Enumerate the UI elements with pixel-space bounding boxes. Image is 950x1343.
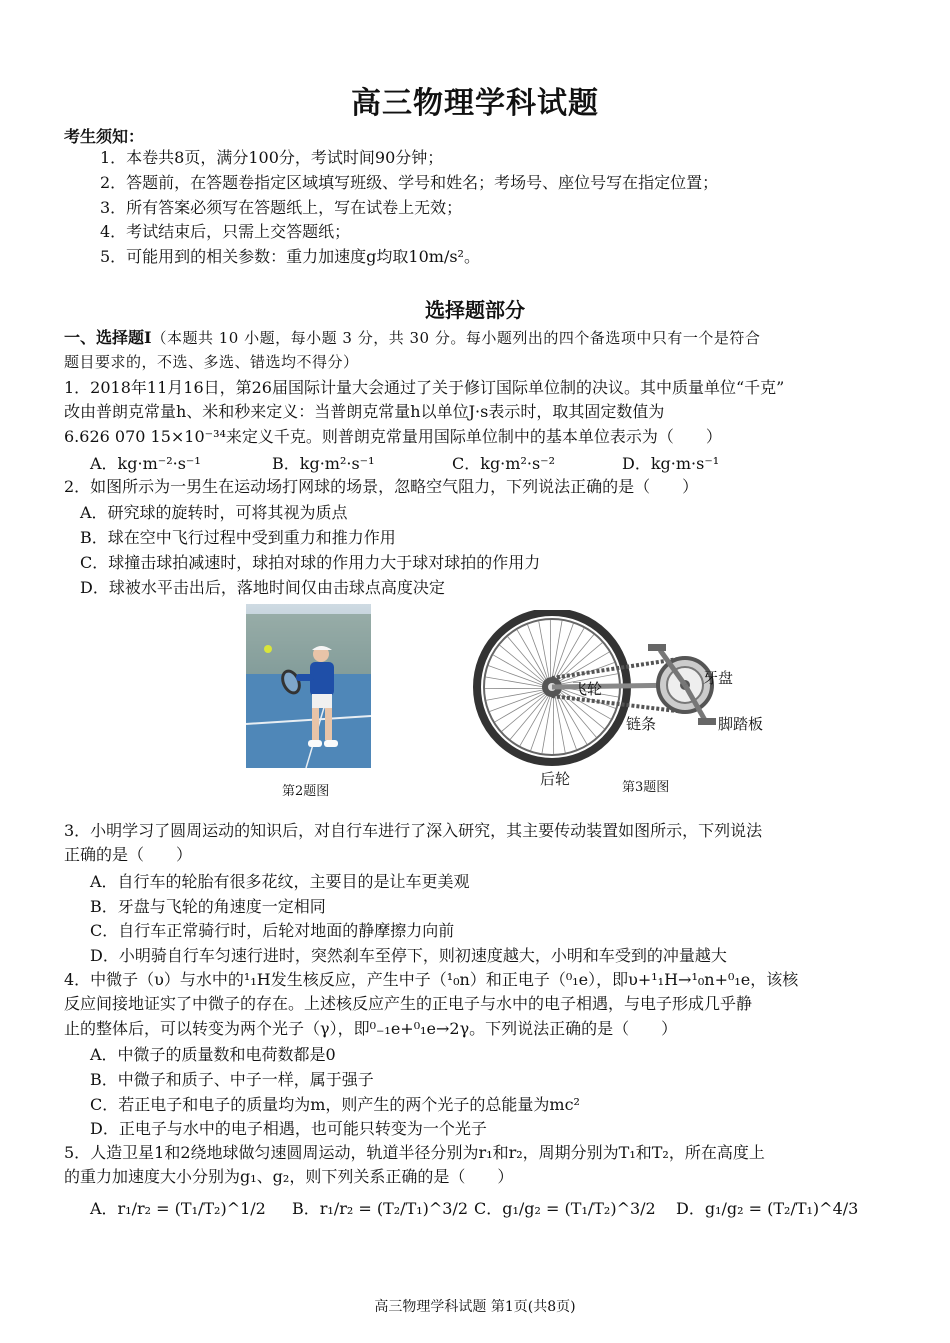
q1-option-c: C．kg·m²·s⁻² [452, 454, 556, 473]
q2-stem: 2．如图所示为一男生在运动场打网球的场景，忽略空气阻力，下列说法正确的是（ ） [64, 477, 699, 496]
tennis-photo [246, 604, 371, 768]
part1-note-2: 题目要求的，不选、多选、错选均不得分） [64, 353, 359, 371]
section-title: 选择题部分 [425, 298, 525, 322]
q1-line1: 1．2018年11月16日，第26届国际计量大会通过了关于修订国际单位制的决议。其中质量单位“千克” [64, 378, 785, 397]
q5-line1: 5．人造卫星1和2绕地球做匀速圆周运动，轨道半径分别为r₁和r₂，周期分别为T₁和T₂，所在高度上 [64, 1143, 765, 1162]
notice-item-4: 4．考试结束后，只需上交答题纸； [100, 222, 351, 241]
q4-option-b: B．中微子和质子、中子一样，属于强子 [90, 1070, 374, 1089]
q5-option-c: C．g₁/g₂ = (T₁/T₂)^3/2 [474, 1199, 656, 1218]
notice-item-5: 5．可能用到的相关参数：重力加速度g均取10m/s²。 [100, 247, 480, 266]
notice-item-2: 2．答题前，在答题卷指定区域填写班级、学号和姓名；考场号、座位号写在指定位置； [100, 173, 719, 192]
q4-option-d: D．正电子与水中的电子相遇，也可能只转变为一个光子 [90, 1119, 487, 1138]
q1-option-a: A．kg·m⁻²·s⁻¹ [90, 454, 201, 473]
q4-option-c: C．若正电子和电子的质量均为m，则产生的两个光子的总能量为mc² [90, 1095, 580, 1114]
q2-option-c: C．球撞击球拍减速时，球拍对球的作用力大于球对球拍的作用力 [80, 553, 541, 572]
notice-item-1: 1．本卷共8页，满分100分，考试时间90分钟； [100, 148, 444, 167]
q3-option-a: A．自行车的轮胎有很多花纹，主要目的是让车更美观 [90, 872, 470, 891]
q4-line1: 4．中微子（υ）与水中的¹₁H发生核反应，产生中子（¹₀n）和正电子（⁰₁e），即υ+¹₁H→¹₀n+⁰₁e，该核 [64, 970, 799, 989]
q4-line2: 反应间接地证实了中微子的存在。上述核反应产生的正电子与水中的电子相遇，与电子形成几乎静 [64, 994, 753, 1013]
fig2-caption: 第2题图 [282, 784, 330, 799]
label-rear-wheel: 后轮 [540, 770, 571, 788]
q3-option-c: C．自行车正常骑行时，后轮对地面的静摩擦力向前 [90, 921, 455, 940]
q2-option-d: D．球被水平击出后，落地时间仅由击球点高度决定 [80, 578, 445, 597]
q4-line3: 止的整体后，可以转变为两个光子（γ），即⁰₋₁e+⁰₁e→2γ。下列说法正确的是（ ） [64, 1019, 678, 1038]
q1-line3: 6.626 070 15×10⁻³⁴来定义千克。则普朗克常量用国际单位制中的基本单位表示为（ ） [64, 427, 722, 446]
q3-line1: 3．小明学习了圆周运动的知识后，对自行车进行了深入研究，其主要传动装置如图所示，下列说法 [64, 821, 763, 840]
q2-option-a: A．研究球的旋转时，可将其视为质点 [80, 503, 348, 522]
notice-heading: 考生须知： [64, 127, 145, 146]
q5-option-a: A．r₁/r₂ = (T₁/T₂)^1/2 [90, 1199, 266, 1218]
q5-line2: 的重力加速度大小分别为g₁、g₂，则下列关系正确的是（ ） [64, 1167, 514, 1186]
label-chainring: 牙盘 [703, 669, 734, 687]
label-pedal: 脚踏板 [718, 715, 764, 733]
q2-option-b: B．球在空中飞行过程中受到重力和推力作用 [80, 528, 396, 547]
page-footer: 高三物理学科试题 第1页(共8页) [374, 1299, 576, 1315]
bicycle-drivetrain-diagram [470, 610, 810, 770]
q3-option-d: D．小明骑自行车匀速行进时，突然刹车至停下，则初速度越大，小明和车受到的冲量越大 [90, 946, 727, 965]
part1-heading-line1 [64, 326, 760, 350]
q5-option-b: B．r₁/r₂ = (T₂/T₁)^3/2 [292, 1199, 469, 1218]
part1-note-1: （本题共 10 小题，每小题 3 分，共 30 分。每小题列出的四个备选项中只有一个是符合 [151, 329, 761, 347]
notice-item-3: 3．所有答案必须写在答题纸上，写在试卷上无效； [100, 198, 463, 217]
q1-line2: 改由普朗克常量h、米和秒来定义：当普朗克常量h以单位J·s表示时，取其固定数值为 [64, 402, 665, 421]
label-flywheel: 飞轮 [572, 680, 603, 698]
q4-option-a: A．中微子的质量数和电荷数都是0 [90, 1045, 336, 1064]
fig3-caption: 第3题图 [622, 780, 670, 795]
label-chain: 链条 [626, 715, 657, 733]
q5-option-d: D．g₁/g₂ = (T₂/T₁)^4/3 [676, 1199, 859, 1218]
page-title: 高三物理学科试题 [351, 86, 599, 121]
q1-option-d: D．kg·m·s⁻¹ [622, 454, 720, 473]
q1-option-b: B．kg·m²·s⁻¹ [272, 454, 375, 473]
q3-line2: 正确的是（ ） [64, 845, 193, 864]
q3-option-b: B．牙盘与飞轮的角速度一定相同 [90, 897, 326, 916]
part1-heading: 一、选择题I [64, 328, 152, 347]
